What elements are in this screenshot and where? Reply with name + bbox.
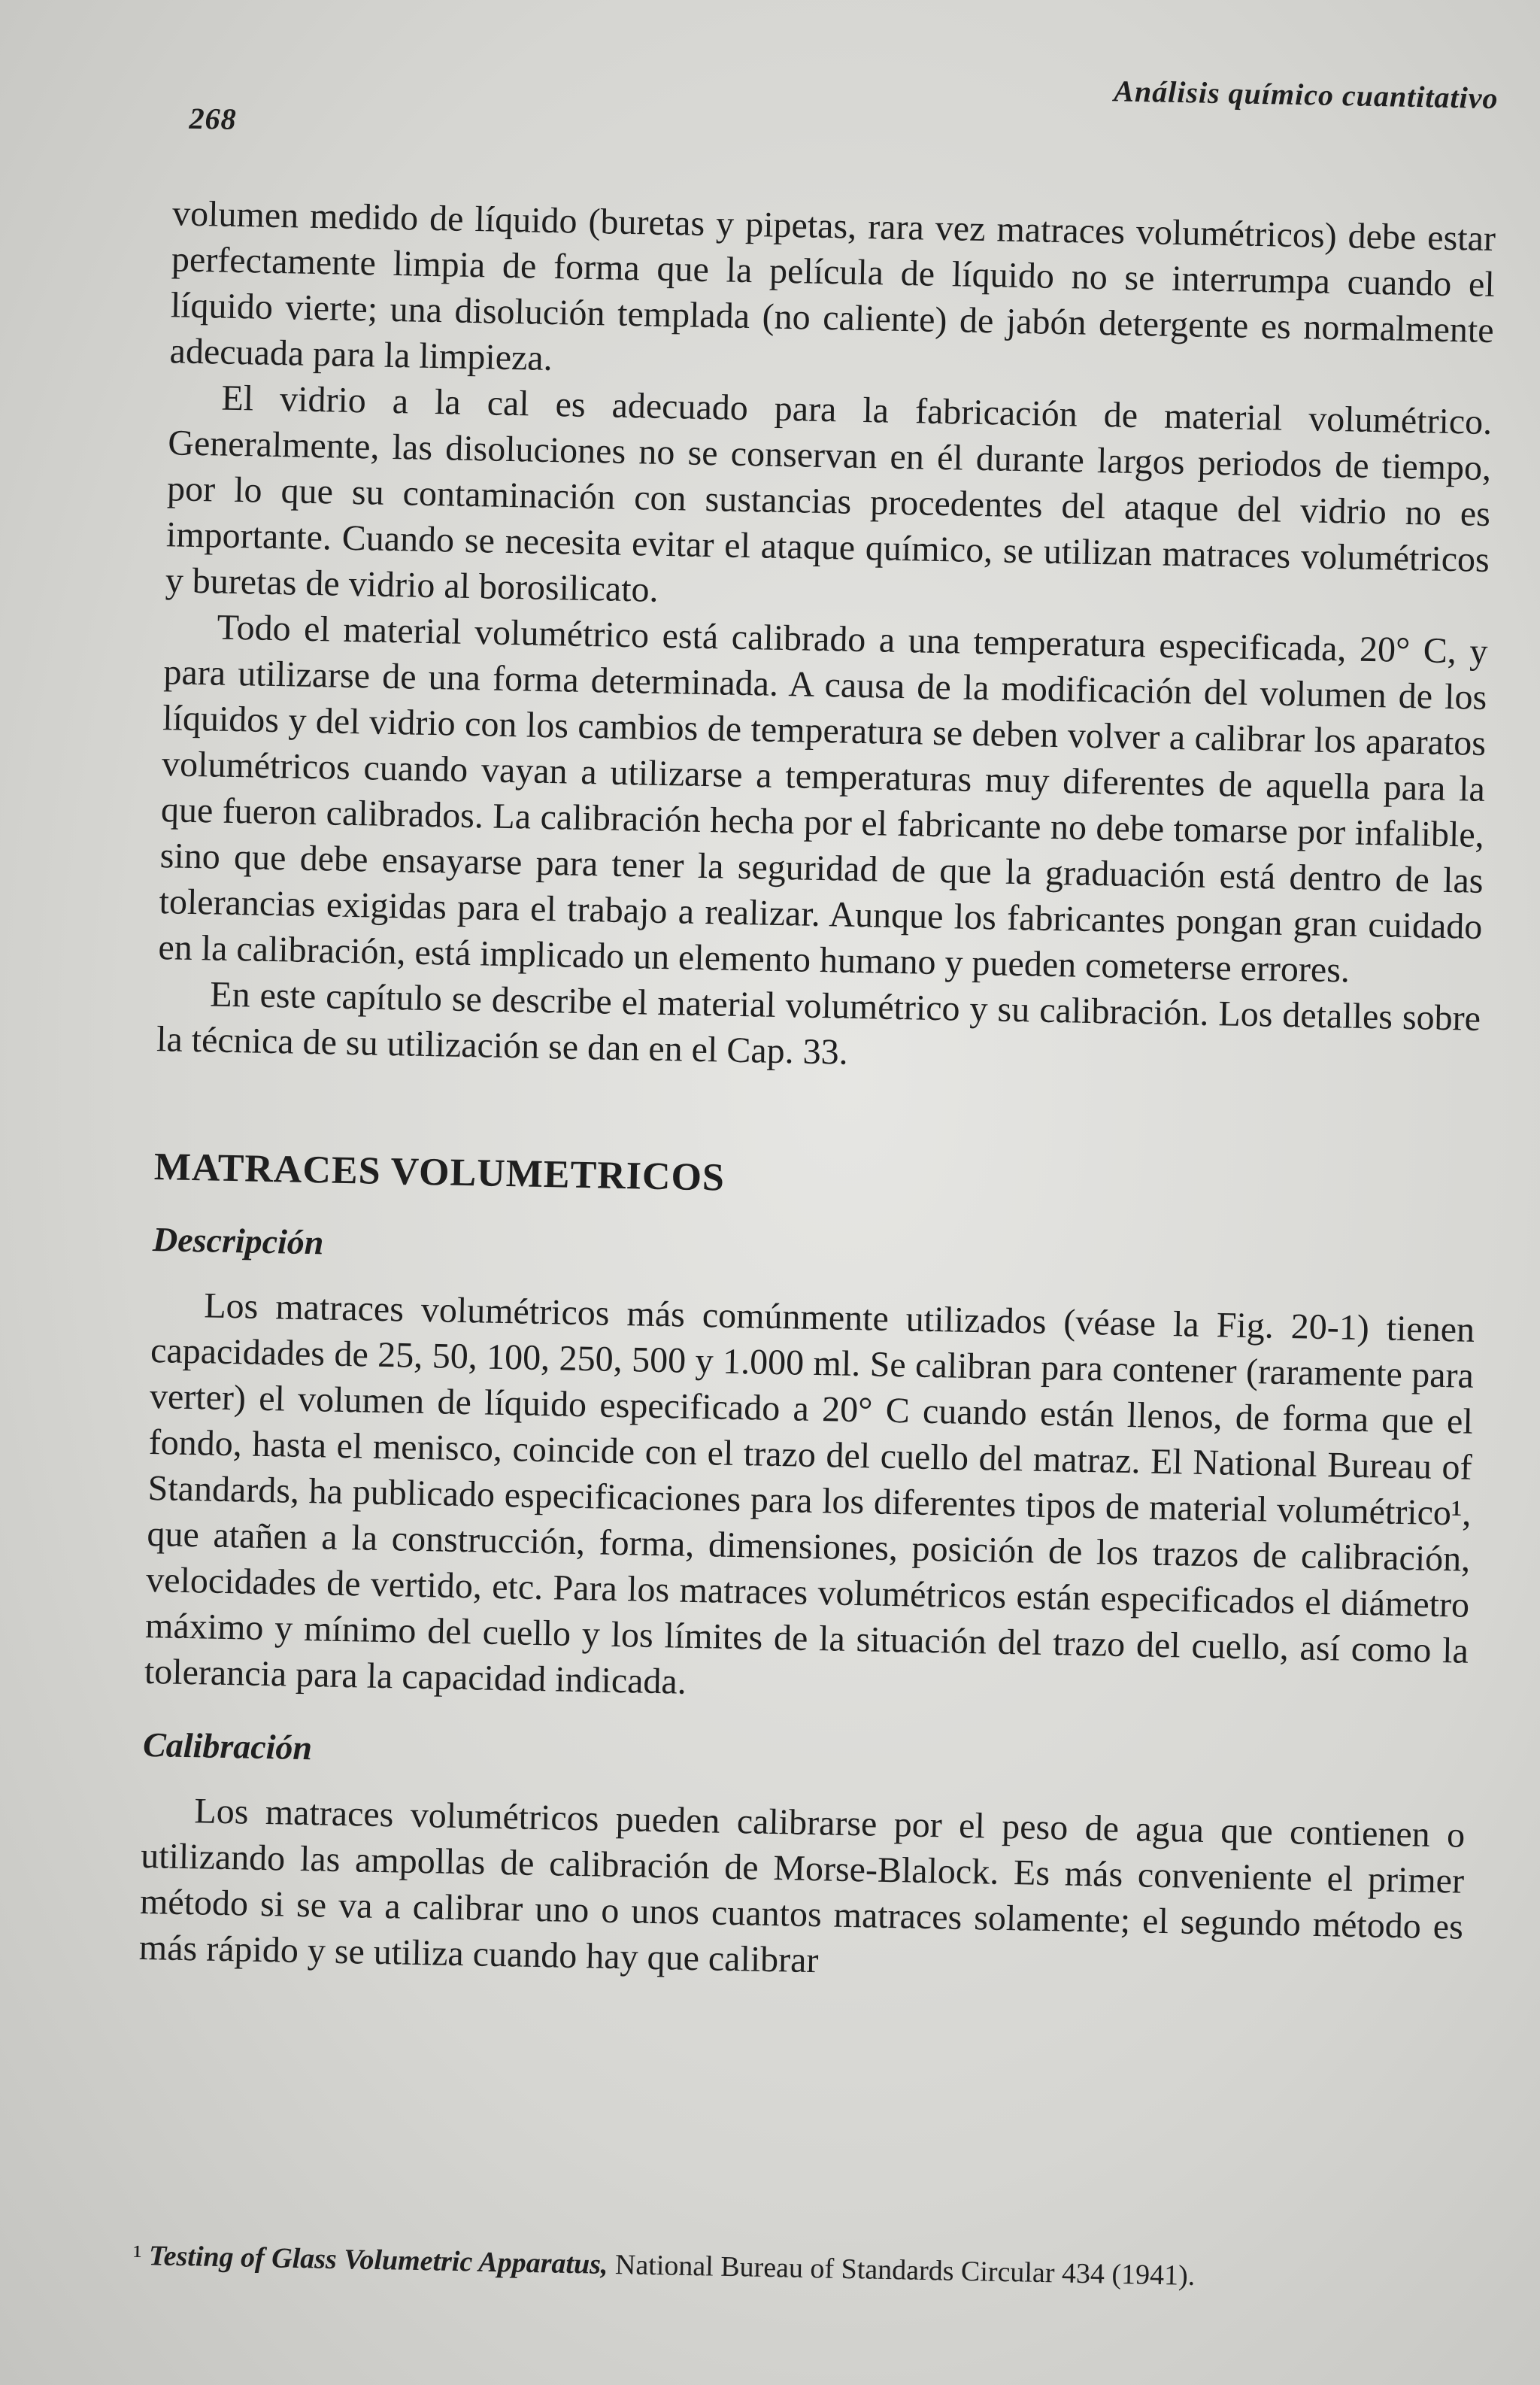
footnote-marker: ¹: [132, 2239, 142, 2272]
subheading-calibracion: Calibración: [142, 1725, 313, 1768]
book-title: Análisis químico cuantitativo: [1113, 74, 1499, 116]
paragraph-calibration-temperature: Todo el material volumétrico está calibrado a una temperatura especificada, 20° C, y para utilizarse de una forma determinada. A causa de la modificación del volumen de los líquidos y del vidrio con los cambios de temperatura se deben volver a calibrar los aparatos volumétricos cuando vayan a utilizarse a temperaturas muy diferentes de aquella para la que fueron calibrados. La calibración hecha por el fabricante no debe tomarse por infalible, sino que debe ensayarse para tener la seguridad de que la graduación está dentro de las tolerancias exigidas para el trabajo a realizar. Aunque los fabricantes pongan gran cuidado en la calibración, está implicado un elemento humano y pueden cometerse errores.: [157, 607, 1488, 991]
page-number: 268: [189, 101, 238, 136]
footnote-title: Testing of Glass Volumetric Apparatus,: [148, 2240, 608, 2280]
paragraph-description: Los matraces volumétricos más comúnmente utilizados (véase la Fig. 20-1) tienen capacidades de 25, 50, 100, 250, 500 y 1.000 ml. Se calibran para contener (raramente para verter) el volumen de líquido especificado a 20° C cuando están llenos, de forma que el fondo, hasta el menisco, coincide con el trazo del cuello del matraz. El National Bureau of Standards, ha publicado especificaciones para los diferentes tipos de material volumétrico¹, que atañen a la construcción, forma, dimensiones, posición de los trazos de calibración, velocidades de vertido, etc. Para los matraces volumétricos están especificados el diámetro máximo y mínimo del cuello y los límites de la situación del trazo del cuello, así como la tolerancia para la capacidad indicada.: [144, 1285, 1475, 1702]
running-head: [144, 40, 1529, 156]
book-page: [102, 40, 1529, 2368]
subheading-descripcion: Descripción: [152, 1220, 324, 1262]
paragraph-continued: volumen medido de líquido (buretas y pipetas, rara vez matraces volumétricos) debe estar perfectamente limpia de forma que la película de líquido no se interrumpa cuando el líquido vierte; una disolución templada (no caliente) de jabón detergente es normalmente adecuada para la limpieza.: [169, 193, 1496, 379]
paragraph-lime-glass: El vidrio a la cal es adecuado para la fabricación de material volumétrico. Generalmente, las disoluciones no se conservan en él durante largos periodos de tiempo, por lo que su contaminación con sustancias procedentes del ataque del vidrio no es importante. Cuando se necesita evitar el ataque químico, se utilizan matraces volumétricos y buretas de vidrio al borosilicato.: [165, 378, 1493, 610]
footnote: [133, 2238, 1457, 2299]
section-heading: MATRACES VOLUMETRICOS: [153, 1145, 726, 1200]
paragraph-chapter-overview: En este capítulo se describe el material volumétrico y su calibración. Los detalles sobre la técnica de su utilización se dan en el Cap. 33.: [156, 974, 1481, 1073]
paragraph-calibration-methods: Los matraces volumétricos pueden calibrarse por el peso de agua que contienen o utilizando las ampollas de calibración de Morse-Blalock. Es más conveniente el primer método si se va a calibrar uno o unos cuantos matraces solamente; el segundo método es más rápido y se utiliza cuando hay que calibrar: [138, 1791, 1466, 1981]
body-text: [138, 190, 1496, 1995]
footnote-source: National Bureau of Standards Circular 434 (1941).: [614, 2249, 1196, 2292]
